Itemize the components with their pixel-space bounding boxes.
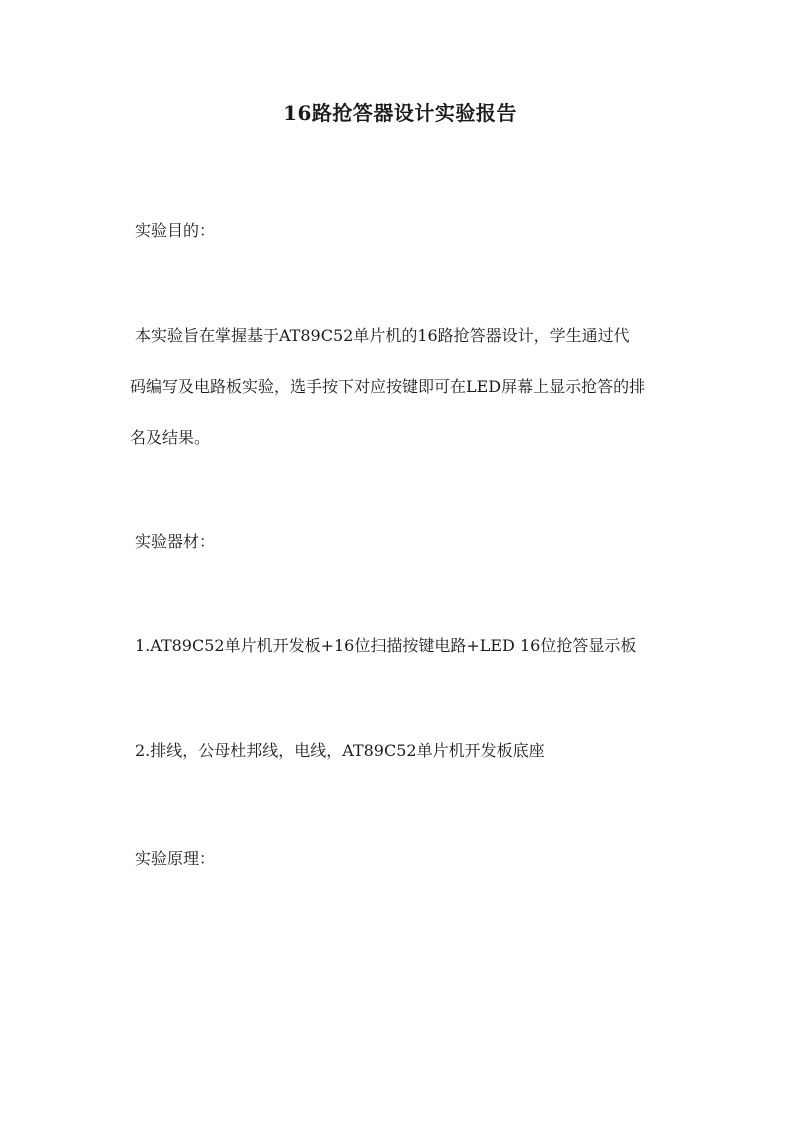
section-heading-equipment: 实验器材： [135, 532, 216, 551]
section-heading-principle: 实验原理： [135, 849, 216, 868]
section-heading-purpose: 实验目的： [135, 221, 216, 240]
document-title: 16路抢答器设计实验报告 [283, 101, 517, 125]
equipment-item-1: 1.AT89C52单片机开发板+16位扫描按键电路+LED 16位抢答显示板 [135, 636, 637, 655]
purpose-line-2: 码编写及电路板实验，选手按下对应按键即可在LED屏幕上显示抢答的排 [130, 377, 646, 396]
equipment-item-2: 2.排线，公母杜邦线，电线，AT89C52单片机开发板底座 [135, 741, 545, 760]
purpose-line-3: 名及结果。 [130, 428, 211, 447]
purpose-line-1: 本实验旨在掌握基于AT89C52单片机的16路抢答器设计，学生通过代 [135, 326, 630, 345]
purpose-paragraph [130, 324, 695, 477]
